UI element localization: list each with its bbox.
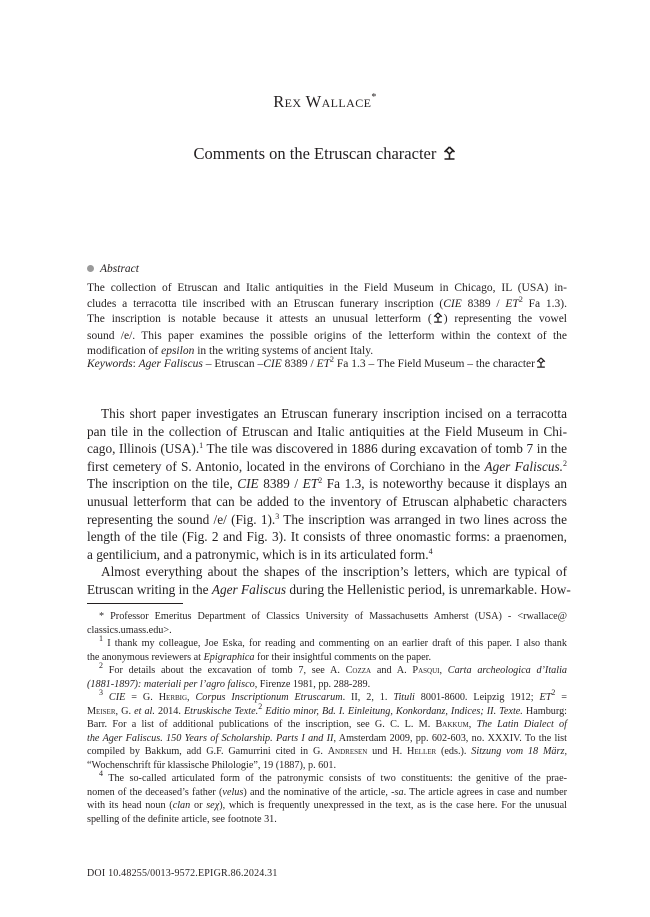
footnote-italic: Editio minor, Bd. I. Einleitung, Konkordanz, Indices; II. Texte. [262,705,523,717]
footnote-text: I thank my colleague, Joe Eska, for reading and commenting on an earlier draft of this paper. I also thank [103,638,567,649]
etruscan-epsilon-glyph-icon [536,357,546,374]
body-text-run: The inscription was arranged in two lines across the [279,511,567,527]
footnote-text: , [187,692,196,703]
body-text-run: Fa 1.3, is noteworthy because it displays an [322,476,567,492]
footnote-text: = [555,692,568,703]
abstract-body [87,281,567,360]
keywords-line [87,357,567,374]
body-line: unusual letterform that can be added to the inventory of Etruscan alphabetic characters [87,493,567,509]
author-smallcaps: Pasqui [412,665,440,676]
footnote-ref: 2 [563,458,567,468]
keyword-cie: CIE [263,358,282,370]
footnote-line: * Professor Emeritus Department of Classics University of Massachusetts Amherst (USA) - <rwallace@ [99,611,567,622]
abstract-line [87,294,567,313]
body-line [87,475,567,493]
abstract-heading [87,263,139,275]
footnote-line: “Wochenschrift für klassische Philologie”, 19 (1887), p. 601. [87,759,337,771]
etruscan-epsilon-glyph-icon [433,312,443,329]
footnote-italic: the Ager Faliscus. 150 Years of Scholarship. Parts I and II [87,732,334,744]
footnote-line [87,688,568,705]
footnote-italic: Sitzung vom 18 März, [471,746,568,757]
body-line [87,458,567,476]
footnote-text: ) and the nominative of the article, [243,786,392,798]
footnote-italic: CIE [108,692,126,703]
article-title [0,144,650,165]
footnote-italic: The Latin Dialect of [476,719,567,730]
body-text-run: representing the sound /e/ (Fig. 1). [87,511,276,527]
abstract-line [87,312,567,329]
footnote-line [87,745,567,759]
footnote-text: , Amsterdam 2009, pp. 602-603, no. XXXIV. To the list [333,732,567,744]
bullet-icon [87,265,94,272]
footnote-text: Hamburg: [522,705,568,717]
abstract-line-text: The inscription is notable because it attests an unusual letterform ( [87,313,432,326]
keyword-ager: Ager Faliscus [138,358,203,370]
body-line [87,440,567,458]
et-abbr: ET [505,297,519,310]
footnote-text: For details about the excavation of tomb 7, see A. [103,665,346,676]
keyword-et: ET [316,358,330,370]
body-text-run: a gentilicium, and a patronymic, which is in its articulated form. [87,546,429,562]
footnote-italic: Corpus Inscriptionum Etruscarum [195,692,343,703]
abstract-repr-text: ) representing the vowel [443,313,567,326]
et-abbr: ET [302,476,319,492]
footnote-line: spelling of the definite article, see footnote 31. [87,813,277,825]
body-text-run: first cemetery of S. Antonio, located in the environs of Corchiano in the [87,458,485,474]
footnote-text: (eds.). [436,746,472,757]
ager-faliscus-term: Ager Faliscus. [484,458,563,474]
body-text-run: The tile was discovered in 1886 during excavation of tomb 7 in the [203,441,568,457]
keywords-colon: : [132,358,139,370]
author-smallcaps: Bakkum [435,719,469,730]
footnote-line [87,651,567,665]
footnote-text: . II, 2, 1. [342,692,394,703]
body-line: pan tile in the collection of Etruscan and Italic antiquities at the Field Museum in Chi- [87,423,567,439]
footnote-text: , [439,665,448,676]
footnote-text: . The article agrees in case and number [403,786,568,798]
keywords-text: 8389 / [281,358,317,370]
footnote-mark: 1 [99,634,103,643]
footnote-rule [87,603,183,604]
footnote-text: , Firenze 1981, pp. 288-289. [254,678,371,690]
footnotes [87,610,567,826]
keywords-text: – Etruscan – [202,358,264,370]
footnote-text: The so-called articulated form of the patronymic consists of two constituents: the genitive of the prae- [103,773,567,784]
footnote-line [87,701,568,719]
body-text-run: Etruscan writing in the [87,581,212,597]
etruscan-epsilon-glyph-icon [443,145,456,165]
footnote-italic: velus [222,786,244,798]
body-text [87,405,571,599]
footnote-ref: 4 [428,546,433,556]
footnote-mark: 4 [99,769,103,778]
keywords-label: Keywords [87,358,133,370]
author-name [0,92,650,112]
keywords-text: Fa 1.3 – The Field Museum – the character [334,358,535,370]
footnote-italic: Tituli [393,692,415,703]
abstract-heading-text: Abstract [100,263,139,275]
author-smallcaps: Herbig [158,692,188,703]
et-sup: 2 [318,476,323,486]
footnote-line [87,732,567,746]
footnote-italic: ET [539,692,552,703]
footnote-text: und H. [367,746,408,757]
doi: DOI 10.48255/0013-9572.EPIGR.86.2024.31 [87,868,278,879]
footnote-mark: 2 [99,661,103,670]
body-text-run: during the Hellenistic period, is unremarkable. How- [286,581,571,597]
author-name-text: Rex Wallace [273,92,372,111]
footnote-text: ), which is frequently unexpressed in the text, as is the case here. For the unusual [219,800,567,811]
footnote-text: 8001-8600. Leipzig 1912; [414,692,540,703]
footnote-italic: Epigraphica [203,651,255,663]
footnote-mark: 3 [99,688,103,697]
footnote-text: = G. [125,692,159,703]
footnote-italic: Etruskische Texte. [183,705,259,717]
body-line [87,511,567,529]
footnote-line [87,678,567,692]
footnote-text: for their insightful comments on the paper. [254,651,432,663]
footnote-italic: seχ [206,800,220,811]
footnote-text: , [468,719,477,730]
body-line: This short paper investigates an Etruscan funerary inscription incised on a terracotta [101,406,567,421]
body-text-run: The inscription on the tile, [87,476,238,492]
footnote-line [87,661,568,678]
footnote-text: with its head noun ( [87,800,173,811]
abstract-line-text: in the writing systems of ancient Italy. [197,345,374,358]
cie-abbr: CIE [443,297,462,310]
footnote-text: and A. [371,665,413,676]
author-footnote-mark: * [371,92,377,103]
footnote-line [87,769,567,786]
footnote-line [87,634,567,651]
footnote-italic: (1881-1897): materiali per l’agro falisco [87,678,255,690]
article-title-text: Comments on the Etruscan character [193,144,437,163]
footnote-text: the anonymous reviewers at [87,651,204,663]
footnote-italic: et al. [134,705,155,717]
footnote-line: classics.umass.edu>. [87,624,172,636]
footnote-italic: clan [172,800,191,811]
body-text-run: cago, Illinois (USA). [87,441,200,457]
footnote-text: or [190,800,207,811]
abstract-fa-ref: Fa 1.3). [522,297,567,310]
footnote-sup: 2 [258,701,263,711]
body-line: Almost everything about the shapes of the inscription’s letters, which are typical of [101,564,567,580]
footnote-line [87,718,567,732]
footnote-italic: -sa [391,786,404,798]
footnote-italic: Carta archeologica d’Italia [447,665,568,676]
author-smallcaps: Cozza [345,665,372,676]
abstract-cie-ref: 8389 / [461,297,506,310]
author-smallcaps: Meiser [87,705,116,717]
et-sup: 2 [518,294,523,304]
abstract-line-text: modification of [87,345,162,358]
footnote-ref: 3 [275,511,280,521]
keywords [87,357,567,374]
footnote-text: 2014. [154,705,184,717]
epsilon-term: epsilon [161,345,195,358]
abstract-line-text: cludes a terracotta tile inscribed with an Etruscan funerary inscription ( [87,297,444,310]
footnote-text: , G. [115,705,135,717]
author-smallcaps: Heller [407,746,437,757]
body-line [87,581,571,599]
body-line: length of the tile (Fig. 2 and Fig. 3). It consists of three onomastic forms: a praenomen, [87,529,567,545]
footnote-text: nomen of the deceased’s father ( [87,786,223,798]
cie-abbr: CIE [237,476,259,492]
author-smallcaps: Andresen [327,746,368,757]
footnote-line [87,786,567,800]
footnote-text: compiled by Bakkum, add G.F. Gamurrini cited in G. [87,746,328,757]
footnote-sup: 2 [551,688,556,697]
abstract-line: sound /e/. This paper examines the possible origins of the letterform within the context of the [87,329,567,342]
abstract-line: The collection of Etruscan and Italic antiquities in the Field Museum in Chicago, IL (USA) in- [87,282,567,294]
ager-faliscus-term: Ager Faliscus [211,581,287,597]
footnote-line [87,799,567,813]
body-line [87,546,567,564]
keyword-et-sup: 2 [330,355,334,364]
footnote-ref: 1 [199,441,204,451]
footnote-text: Barr. For a list of additional publications of the inscription, see G. C. L. M. [87,719,436,730]
body-text-run: 8389 / [258,476,303,492]
